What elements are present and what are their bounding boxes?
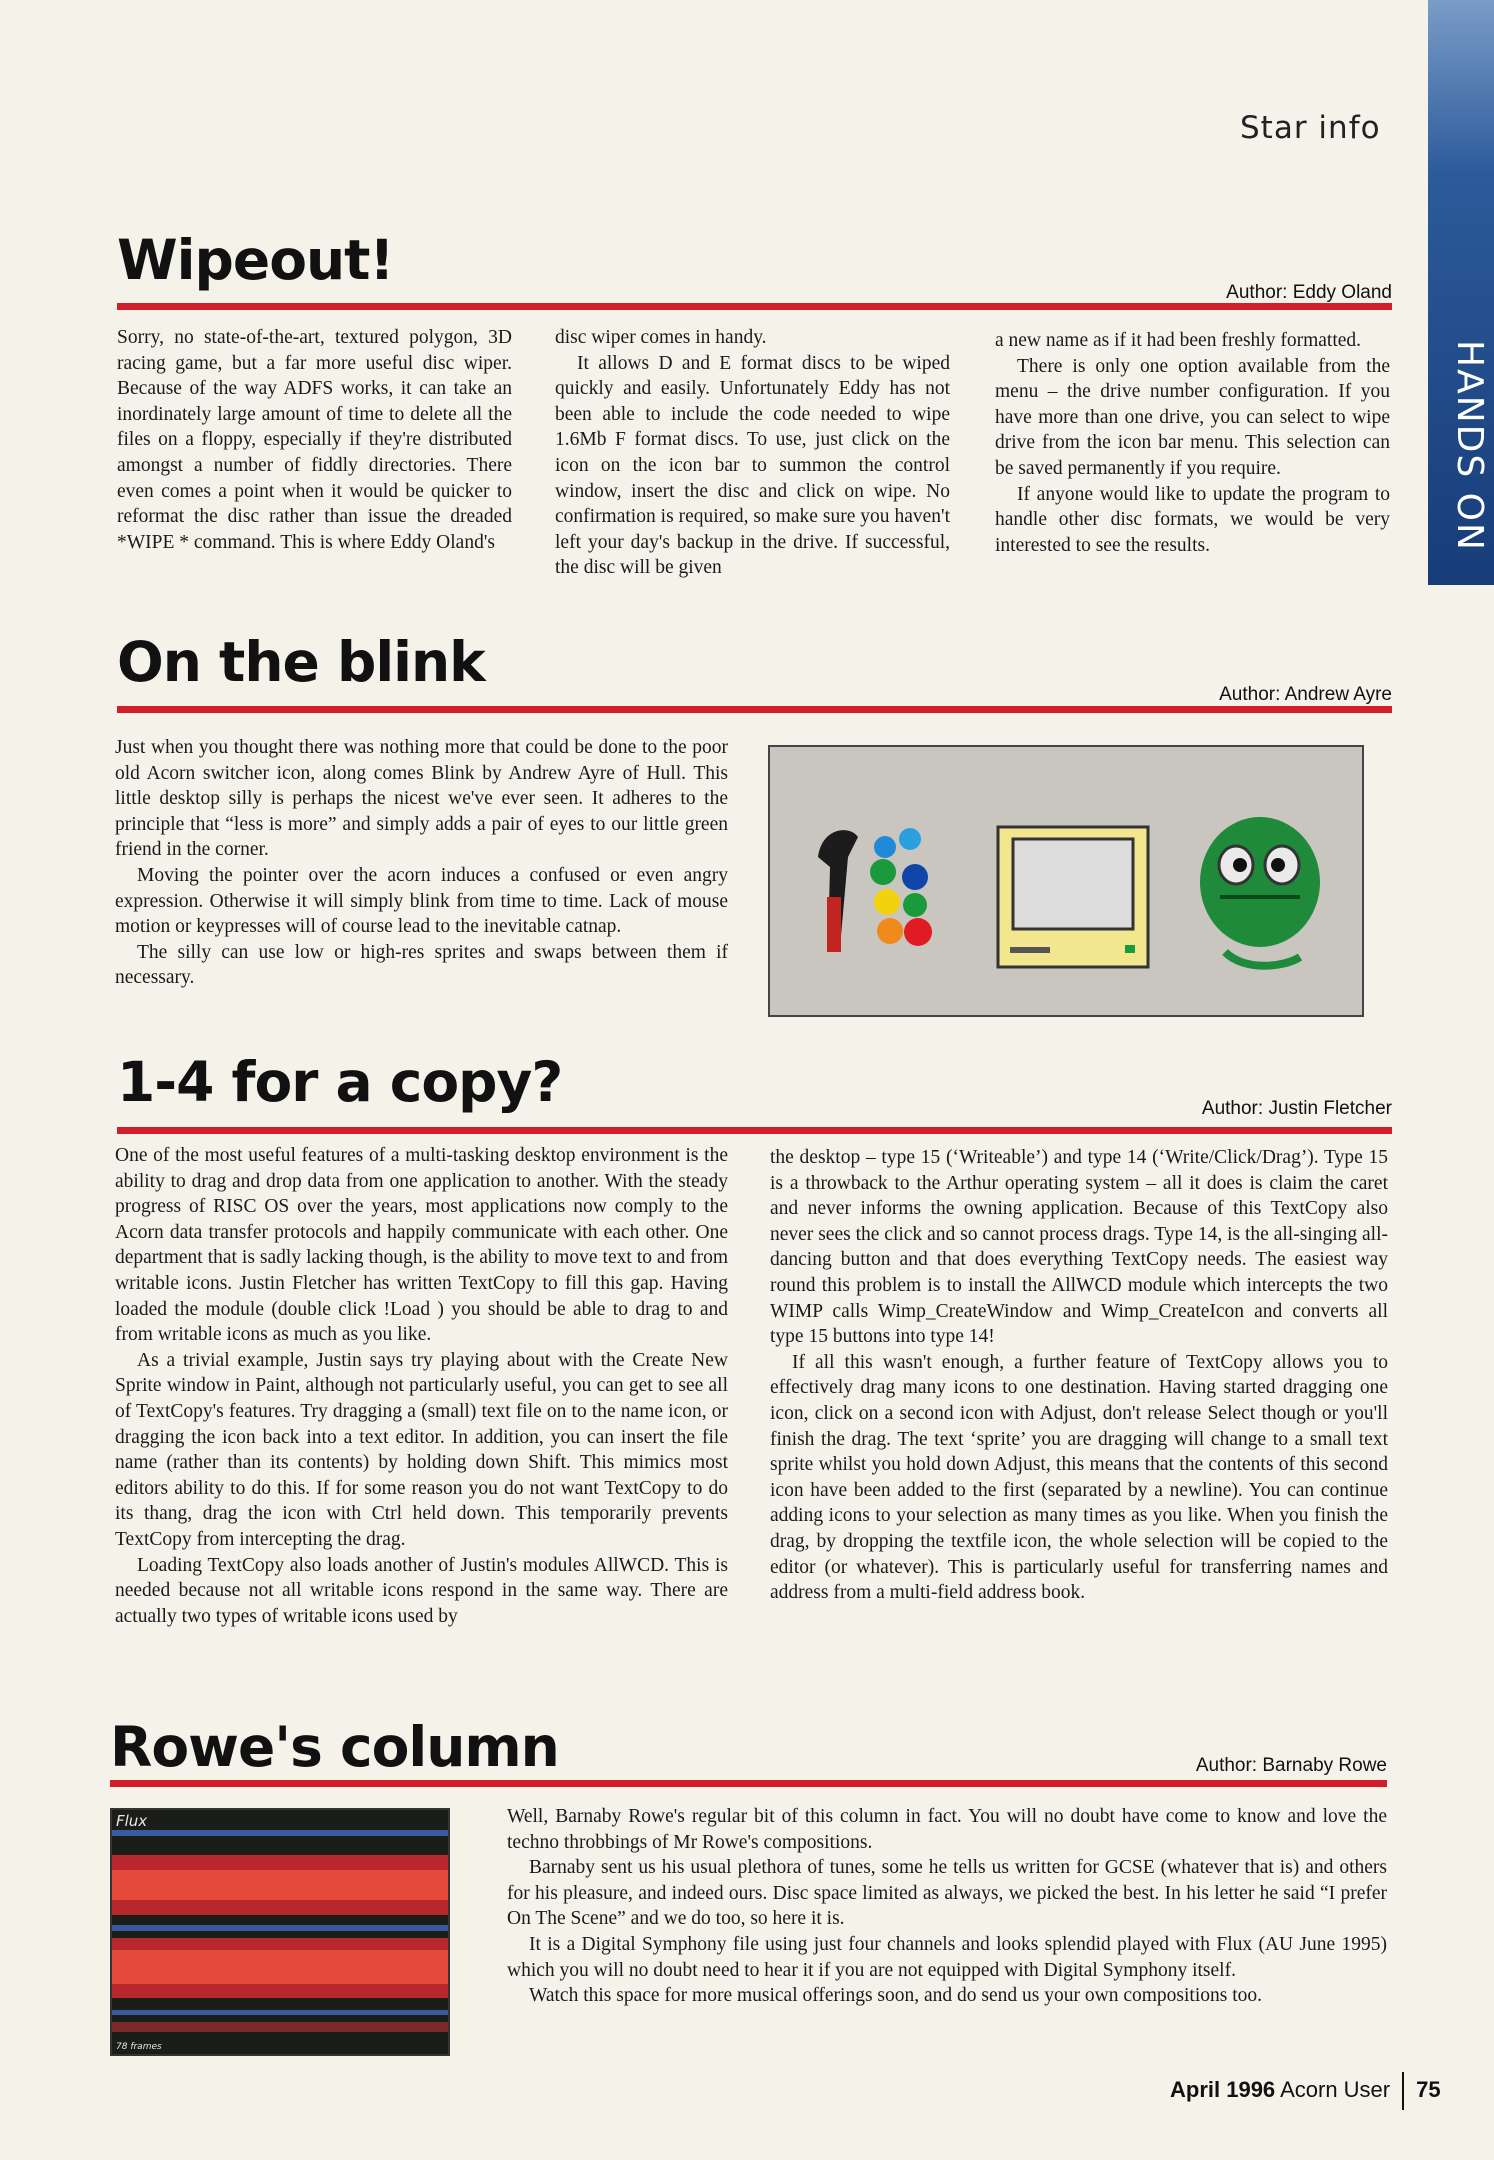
blink-screenshot bbox=[768, 745, 1364, 1017]
paragraph: Well, Barnaby Rowe's regular bit of this column in fact. You will no doubt have come to know and love the techno throbbings of Mr Rowe's compositions. bbox=[507, 1806, 1387, 1853]
section-label: Star info bbox=[1240, 110, 1381, 146]
article-author: Author: Justin Fletcher bbox=[1201, 1098, 1392, 1119]
paragraph: a new name as if it had been freshly formatted. bbox=[995, 330, 1362, 351]
waveform-art bbox=[112, 1810, 448, 2054]
article-column bbox=[555, 325, 950, 581]
title-rule bbox=[117, 1127, 1392, 1134]
monitor-icon bbox=[998, 827, 1148, 967]
side-tab-label: HANDS ON bbox=[1449, 340, 1490, 552]
page-number: 75 bbox=[1416, 2076, 1441, 2102]
title-rule bbox=[117, 706, 1392, 713]
article-title: On the blink bbox=[117, 630, 485, 694]
flux-window bbox=[110, 1808, 450, 2056]
paragraph: If anyone would like to update the program to handle other disc formats, we would be very interested to see the results. bbox=[995, 483, 1390, 556]
palette-icon bbox=[818, 828, 932, 952]
paragraph: Loading TextCopy also loads another of Justin's modules AllWCD. This is needed because not all writable icons respond in the same way. There are actually two types of writable icons used by bbox=[115, 1554, 728, 1627]
article-title: Rowe's column bbox=[110, 1715, 559, 1779]
footer-divider bbox=[1402, 2072, 1404, 2110]
paragraph: There is only one option available from the menu – the drive number configuration. If you have more than one drive, you can select to wipe drive from the icon bar menu. This selection can be saved permanently if you require. bbox=[995, 355, 1390, 479]
article-column bbox=[995, 328, 1390, 558]
paragraph: disc wiper comes in handy. bbox=[555, 327, 767, 348]
flux-status: 78 frames bbox=[116, 2042, 162, 2052]
paragraph: As a trivial example, Justin says try playing about with the Create New Sprite window in Paint, although not particularly useful, you can get to see all of TextCopy's features. Try dragging a (small) text file on to the name icon, or dragging the icon back into a text editor. In addition, you can insert the file name (rather than its contents) by holding down Shift. This mimics most editors ability to do this. If for some reason you do not want TextCopy to do its thang, drag the icon with Ctrl held down. This temporarily prevents TextCopy from intercepting the drag. bbox=[115, 1349, 728, 1550]
article-column bbox=[507, 1804, 1387, 2009]
page-footer bbox=[1170, 2072, 1441, 2110]
paragraph: Watch this space for more musical offerings soon, and do send us your own compositions too. bbox=[529, 1985, 1262, 2007]
paragraph: Just when you thought there was nothing more that could be done to the poor old Acorn switcher icon, along comes Blink by Andrew Ayre of Hull. This little desktop silly is perhaps the nicest we've ever seen. It adheres to the principle that “less is more” and simply adds a pair of eyes to our little green friend in the corner. bbox=[115, 737, 728, 861]
article-column bbox=[770, 1145, 1388, 1606]
paragraph: One of the most useful features of a multi-tasking desktop environment is the ability to drag and drop data from one application to another. With the steady progress of RISC OS over the years, most applications now comply to the Acorn data transfer protocols and happily communicate with each other. One department that is sadly lacking though, is the ability to move text to and from writable icons. Justin Fletcher has written TextCopy to fill this gap. Having loaded the module (double click !Load ) you should be able to drag to and from writable icons as much as you like. bbox=[115, 1145, 728, 1346]
article-author: Author: Eddy Oland bbox=[1226, 282, 1392, 303]
article-title: Wipeout! bbox=[117, 228, 394, 292]
title-rule bbox=[110, 1780, 1387, 1787]
paragraph: Sorry, no state-of-the-art, textured polygon, 3D racing game, but a far more useful disc wiper. Because of the way ADFS works, it can take an inordinately large amount of time to delete all the files on a floppy, especially if they're distributed amongst a number of fiddly directories. There even comes a point when it would be quicker to reformat the disc rather than issue the dreaded *WIPE * command. This is where Eddy Oland's bbox=[117, 327, 512, 553]
flux-title: Flux bbox=[116, 1812, 148, 1830]
frog-icon bbox=[1200, 817, 1320, 966]
article-column bbox=[117, 325, 512, 555]
article-title: 1-4 for a copy? bbox=[117, 1050, 563, 1114]
screenshot-art bbox=[770, 747, 1362, 1015]
article-author: Author: Barnaby Rowe bbox=[1195, 1755, 1387, 1776]
paragraph: Barnaby sent us his usual plethora of tunes, some he tells us written for GCSE (whatever that is) and others for his pleasure, and indeed ours. Disc space limited as always, we picked the best. In his letter he said “I prefer On The Scene” and we do too, so here it is. bbox=[507, 1857, 1387, 1930]
side-tab bbox=[1428, 0, 1494, 585]
article-author: Author: Andrew Ayre bbox=[1219, 684, 1392, 705]
paragraph: If all this wasn't enough, a further feature of TextCopy allows you to effectively drag many icons to one destination. Having started dragging one icon, click on a second icon with Adjust, don't release Select though or you'll finish the drag. The text ‘sprite’ you are dragging will change to a small text sprite whilst you hold down Adjust, this means that the contents of this second icon have been added to the first (separated by a newline). You can continue adding icons to your selection as many times as you like. When you finish the drag, by dropping the textfile icon, the whole selection will be copied to the editor (or whatever). This is particularly useful for transferring names and address from a multi-field address book. bbox=[770, 1351, 1388, 1604]
paragraph: It is a Digital Symphony file using just four channels and looks splendid played with Flux (AU June 1995) which you will no doubt need to hear it if you are not equipped with Digital Symphony itself. bbox=[507, 1933, 1387, 1981]
issue-date: April 1996 bbox=[1170, 2076, 1276, 2102]
paragraph: It allows D and E format discs to be wiped quickly and easily. Unfortunately Eddy has not been able to include the code needed to wipe 1.6Mb F format discs. To use, just click on the icon on the icon bar to summon the control window, insert the disc and click on wipe. No confirmation is required, so make sure you haven't left your day's backup in the drive. If successful, the disc will be given bbox=[555, 352, 950, 579]
paragraph: the desktop – type 15 (‘Writeable’) and type 14 (‘Write/Click/Drag’). Type 15 is a throwback to the Arthur operating system – all it does is claim the caret and never informs the owning application. Because of this TextCopy also never sees the click and so cannot process drags. Type 14, is the all-singing all-dancing button and that does everything TextCopy needs. The easiest way round this problem is to install the AllWCD module which intercepts the two WIMP calls Wimp_CreateWindow and Wimp_CreateIcon and converts all type 15 buttons into type 14! bbox=[770, 1147, 1388, 1348]
title-rule bbox=[117, 303, 1392, 310]
paragraph: The silly can use low or high-res sprites and swaps between them if necessary. bbox=[115, 941, 728, 989]
article-column bbox=[115, 735, 728, 991]
magazine-name: Acorn User bbox=[1280, 2076, 1391, 2102]
paragraph: Moving the pointer over the acorn induces a confused or even angry expression. Otherwise it will simply blink from time to time. Lack of mouse motion or keypresses will of course lead to the inevitable catnap. bbox=[115, 864, 728, 938]
article-column bbox=[115, 1143, 728, 1629]
